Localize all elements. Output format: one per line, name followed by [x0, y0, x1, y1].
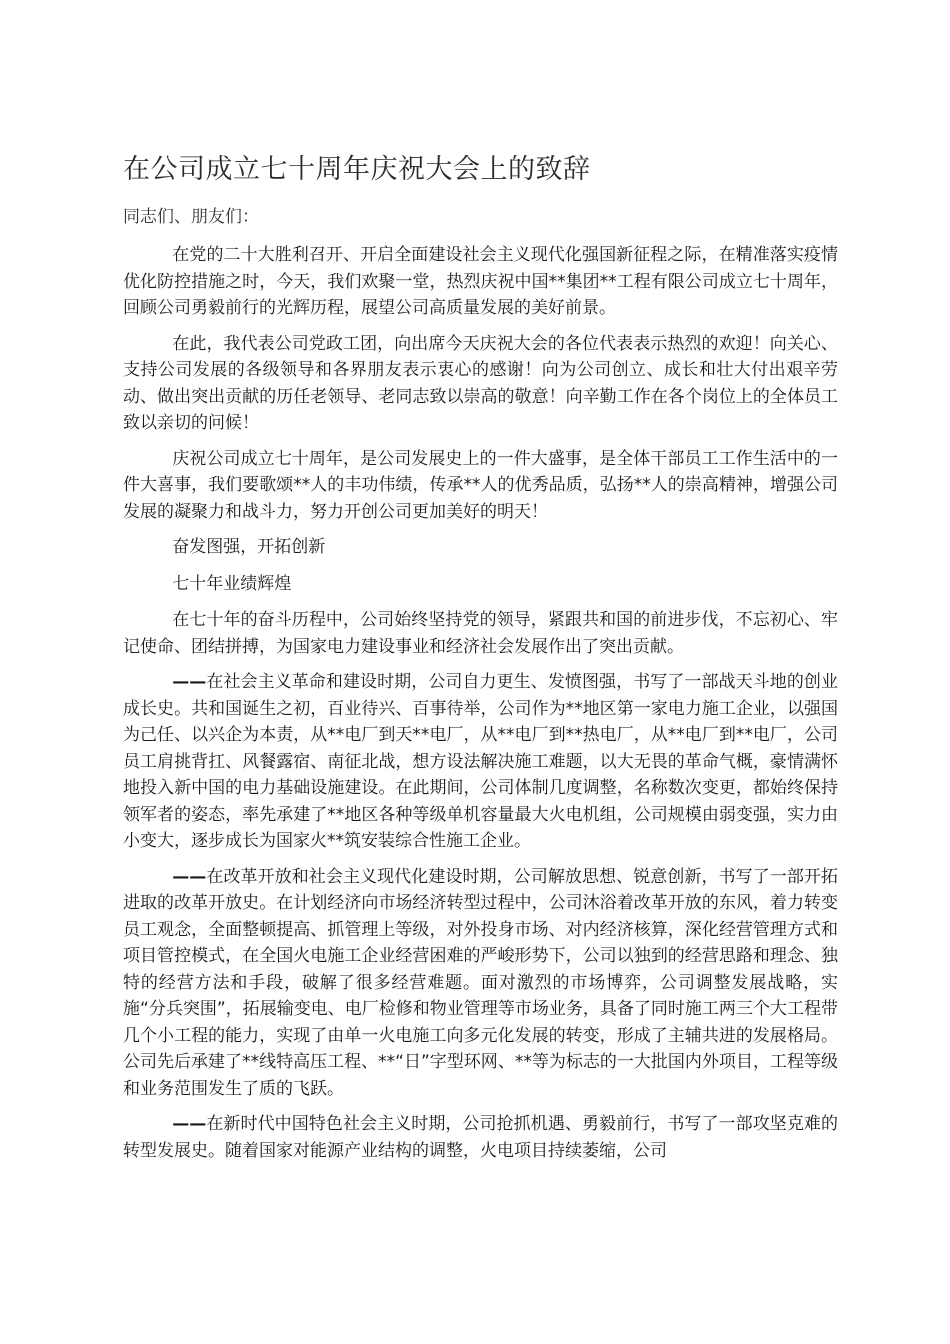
- paragraph-text: 在社会主义革命和建设时期，公司自力更生、发愤图强，书写了一部战天斗地的创业成长史。共和国诞生之初，百业待兴、百事待举，公司作为**地区第一家电力施工企业，以强国为己任、以兴企为本责，从**电厂到天**电厂，从**电厂到**热电厂，从**电厂到**电厂，公司员工肩挑背扛、风餐露宿、南征北战，想方设法解决施工难题，以大无畏的革命气概，豪情满怀地投入新中国的电力基础设施建设。在此期间，公司体制几度调整，名称数次变更，都始终保持领军者的姿态，率先承建了**地区各种等级单机容量最大火电机组，公司规模由弱变强，实力由小变大，逐步成长为国家火**筑安装综合性施工企业。: [123, 672, 838, 851]
- paragraph-text: 在改革开放和社会主义现代化建设时期，公司解放思想、锐意创新，书写了一部开拓进取的改革开放史。在计划经济向市场经济转型过程中，公司沐浴着改革开放的东风，着力转变员工观念，全面整顿提高、抓管理上等级，对外投身市场、对内经济核算，深化经营管理方式和项目管控模式，在全国火电施工企业经营困难的严峻形势下，公司以独到的经营思路和理念、独特的经营方法和手段，破解了很多经营难题。面对激烈的市场博弈，公司调整发展战略，实施“分兵突围”，拓展输变电、电厂检修和物业管理等市场业务，具备了同时施工两三个大工程带几个小工程的能力，实现了由单一火电施工向多元化发展的转变，形成了主辅共进的发展格局。公司先后承建了**线特高压工程、**“日”字型环网、**等为标志的一大批国内外项目，工程等级和业务范围发生了质的飞跃。: [123, 866, 838, 1099]
- paragraph-reform-era: [123, 864, 838, 1103]
- paragraph-founding-era: [123, 669, 838, 855]
- paragraph-dash: ——: [172, 672, 207, 692]
- paragraph-dash: ——: [172, 1114, 207, 1134]
- paragraph-text: 在七十年的奋斗历程中，公司始终坚持党的领导，紧跟共和国的前进步伐，不忘初心、牢记使命、团结拼搏，为国家电力建设事业和经济社会发展作出了突出贡献。: [123, 610, 838, 657]
- page-title: 在公司成立七十周年庆祝大会上的致辞: [123, 154, 591, 185]
- document-page: [123, 150, 838, 1173]
- paragraph-celebration: [123, 446, 838, 526]
- paragraph-text: 在党的二十大胜利召开、开启全面建设社会主义现代化强国新征程之际，在精准落实疫情优化防控措施之时，今天，我们欢聚一堂，热烈庆祝中国**集团**工程有限公司成立七十周年，回顾公司勇毅前行的光辉历程，展望公司高质量发展的美好前景。: [123, 245, 838, 318]
- paragraph-text: 在此，我代表公司党政工团，向出席今天庆祝大会的各位代表表示热烈的欢迎！向关心、支持公司发展的各级领导和各界朋友表示衷心的感谢！向为公司创立、成长和壮大付出艰辛劳动、做出突出贡献的历任老领导、老同志致以崇高的敬意！向辛勤工作在各个岗位上的全体员工致以亲切的问候！: [123, 333, 838, 433]
- paragraph-opening: [123, 242, 838, 322]
- paragraph-text: 庆祝公司成立七十周年，是公司发展史上的一件大盛事，是全体干部员工工作生活中的一件大喜事，我们要歌颂**人的丰功伟绩，传承**人的优秀品质，弘扬**人的崇高精神，增强公司发展的凝聚力和战斗力，努力开创公司更加美好的明天！: [123, 448, 838, 522]
- subsection-heading: 七十年业绩辉煌: [172, 573, 292, 594]
- section-heading: 奋发图强，开拓创新: [172, 537, 326, 557]
- paragraph-history-intro: [123, 607, 838, 660]
- paragraph-text: 在新时代中国特色社会主义时期，公司抢抓机遇、勇毅前行，书写了一部攻坚克难的转型发展史。随着国家对能源产业结构的调整，火电项目持续萎缩，公司: [123, 1114, 838, 1161]
- paragraph-new-era: [123, 1111, 838, 1164]
- paragraph-greetings: [123, 331, 838, 437]
- paragraph-dash: ——: [172, 866, 207, 887]
- salutation: 同志们、朋友们：: [123, 207, 259, 227]
